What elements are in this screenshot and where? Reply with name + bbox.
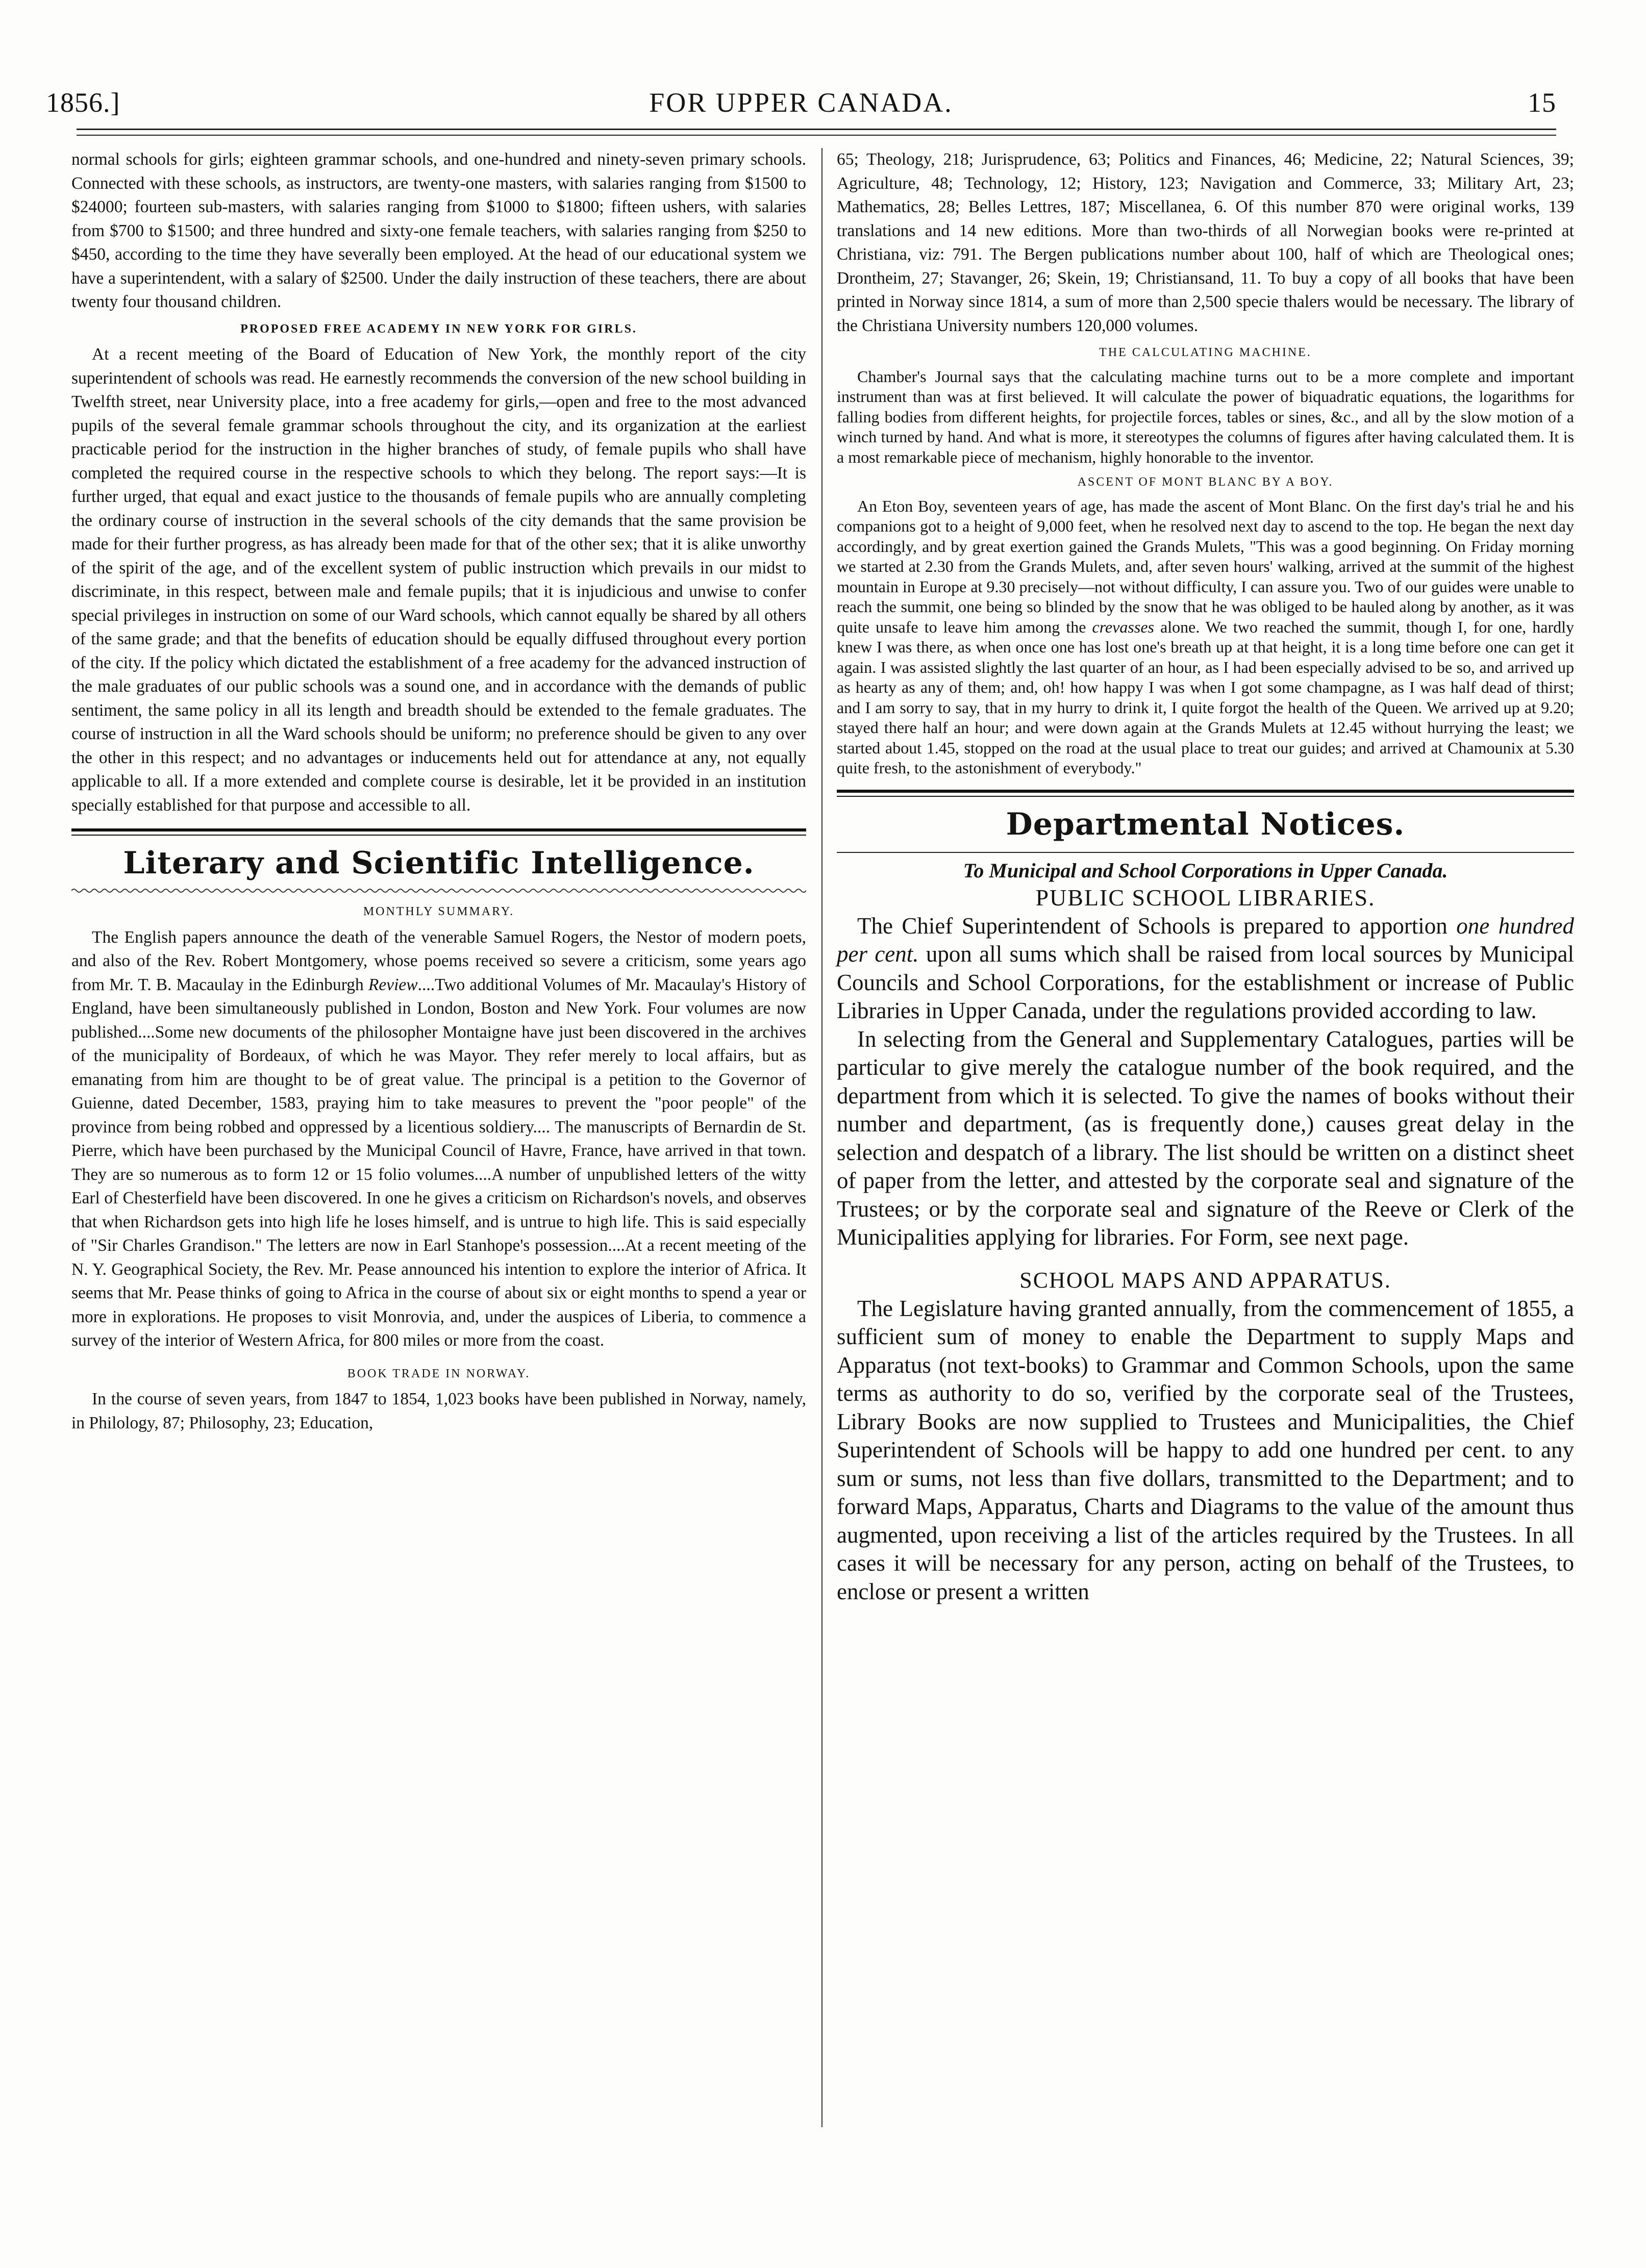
section-rule — [71, 828, 806, 836]
wavy-rule — [71, 888, 806, 894]
paragraph-calculating-machine: Chamber's Journal says that the calculating machine turns out to be a more complete and important instrument than was at first believed. It will calculate the power of biquadratic equations, the logarithms for falling bodies from different heights, for projectile forces, tables or sines, &c., and all by the slow motion of a winch turned by hand. And what is more, it stereotypes the columns of figures after having calculated them. It is a most remarkable piece of mechanism, highly honorable to the inventor. — [837, 367, 1574, 466]
paragraph-book-trade-cont: 65; Theology, 218; Jurisprudence, 63; Politics and Finances, 46; Medicine, 22; Natural Sciences, 39; Agriculture, 48; Technology, 12; History, 123; Navigation and Commerce, 33; Military Art, 23; Mathematics, 28; Belles Lettres, 187; Miscellanea, 6. Of this number 870 were original works, 139 translations and 14 new editions. More than two-thirds of all Norwegian books were re-printed at Christiana, viz: 791. The Bergen publications number about 100, half of which are Theological ones; Drontheim, 27; Stavanger, 26; Skein, 19; Christiansand, 11. To buy a copy of all books that have been printed in Norway since 1814, a sum of more than 2,500 specie thalers would be necessary. The library of the Christiana University numbers 120,000 volumes. — [837, 150, 1574, 335]
departmental-subtitle: To Municipal and School Corporations in Upper Canada. — [963, 859, 1448, 882]
mont-blanc-text-1: An Eton Boy, seventeen years of age, has made the ascent of Mont Blanc. On the first day's trial he and his companions got to a height of 9,000 feet, when he resolved next day to ascend to the top. He began the next day accordingly, and by great exertion gained the Grands Mulets, "This was a good beginning. On Friday morning we started at 2.30 from the Grands Mulets, and, after seven hours' walking, arrived at the summit of the highest mountain in Europe at 9.30 precisely—not without difficulty, I can assure you. Two of our guides were unable to reach the summit, one being so blinded by the snow that he was obliged to be hauled along by another, as it was quite unsafe to leave him among the — [837, 496, 1574, 636]
paragraph-mont-blanc — [837, 496, 1574, 778]
departmental-rule — [837, 852, 1574, 853]
mont-blanc-text-2: alone. We two reached the summit, though I, for one, hardly knew I was there, as when once one has lost one's breath up at that height, it is a long time before one can get it again. I was assisted slightly the last quarter of an hour, as I had been especially advised to be so, and arrived up as hearty as any of them; and, oh! how happy I was when I got some champagne, as I was half dead of thirst; and I am sorry to say, that in my hurry to drink it, I quite forgot the health of the Queen. We arrived up at 9.20; stayed there half an hour; and were down again at the Grands Mulets at 12.45 without hurrying the least; we started about 1.45, stopped on the road at the usual place to treat our guides; and arrived at Chamounix at 5.30 quite fresh, to the astonishment of everybody." — [837, 617, 1575, 777]
public-school-libraries-title: PUBLIC SCHOOL LIBRARIES. — [1035, 884, 1376, 911]
paragraph-monthly-summary — [71, 926, 806, 1353]
section-rule-departmental — [837, 790, 1574, 797]
school-maps-title: SCHOOL MAPS AND APPARATUS. — [1019, 1267, 1391, 1293]
monthly-text-2: ....Two additional Volumes of Mr. Macaulay's History of England, have been simultaneously published in London, Boston and New York. Four volumes are now published....Some new documents of the philosopher Montaigne have just been discovered in the archives of the municipality of Bordeaux, of which he was Mayor. They refer merely to local affairs, but as emanating from him are thought to be of great value. The principal is a petition to the Governor of Guienne, dated December, 1583, praying him to take measures to prevent the "poor people" of the province from being robbed and oppressed by a licentious soldiery.... The manuscripts of Bernardin de St. Pierre, which have been purchased by the Municipal Council of Havre, France, have arrived in that town. They are so numerous as to form 12 or 15 folio volumes....A number of unpublished letters of the witty Earl of Chesterfield have been discovered. In one he gives a criticism on Richardson's novels, and observes that when Richardson gets into high life he loses himself, and is untrue to high life. This is said especially of "Sir Charles Grandison." The letters are now in Earl Stanhope's possession....At a recent meeting of the N. Y. Geographical Society, the Rev. Mr. Pease announced his intention to explore the interior of Africa. It seems that Mr. Pease thinks of going to Africa in the course of about six or eight months to spend a year or more in explorations. He proposes to visit Monrovia, and, under the auspices of Liberia, to commence a survey of the interior of Western Africa, for 800 miles or more from the coast. — [71, 975, 806, 1350]
page-header — [46, 87, 1556, 122]
heading-calculating-machine: THE CALCULATING MACHINE. — [1099, 346, 1312, 359]
left-column — [71, 148, 806, 1435]
monthly-review-italic: Review — [368, 975, 418, 994]
right-column — [837, 148, 1574, 1606]
paragraph-libraries-1 — [837, 912, 1574, 1025]
paragraph-libraries-2: In selecting from the General and Supplementary Catalogues, parties will be particular to give merely the catalogue number of the book required, and the department from which it is selected. To give the names of books without their number and department, (as is frequently done,) causes great delay in the selection and despatch of a library. The list should be written on a distinct sheet of paper from the letter, and attested by the corporate seal and signature of the Trustees; or by the corporate seal and signature of the Reeve or Clerk of the Municipalities applying for libraries. For Form, see next page. — [837, 1026, 1574, 1250]
header-title: FOR UPPER CANADA. — [649, 87, 953, 118]
section-title-literary: Literary and Scientific Intelligence. — [123, 845, 755, 881]
paragraph-free-academy: At a recent meeting of the Board of Education of New York, the monthly report of the city superintendent of schools was read. He earnestly recommends the conversion of the new school building in Twelfth street, near University place, into a free academy for girls,—open and free to the most advanced pupils of the several female grammar schools throughout the city, and its organization at the earliest practicable period for the instruction in the higher branches of study, of female pupils who shall have completed the required course in the respective schools to which they belong. The report says:—It is further urged, that equal and exact justice to the thousands of female pupils who are annually completing the ordinary course of instruction in the several schools of the city demands that the same provision be made for their further progress, as has already been made for that of the other sex; that it is alike unworthy of the spirit of the age, and of the excellent system of public instruction which prevails in our midst to discriminate, in this respect, between male and female pupils; that it is injudicious and unwise to confer special privileges in instruction on some of our Ward schools, which cannot equally be shared by all others of the same grade; and that the benefits of education should be equally diffused throughout every portion of the city. If the policy which dictated the establishment of a free academy for the advanced instruction of the male graduates of our public schools was a sound one, and in accordance with the demands of public sentiment, the same policy in all its length and breadth should be extended to the female graduates. The course of instruction in all the Ward schools should be uniform; no preference should be given to any over the other in this respect; and no advantages or inducements held out for attendance at any, not equally applicable to all. If a more extended and complete course is desirable, let it be provided in an institution specially established for that purpose and accessible to all. — [71, 345, 806, 815]
paragraph-book-trade: In the course of seven years, from 1847 to 1854, 1,023 books have been published in Norway, namely, in Philology, 87; Philosophy, 23; Education, — [71, 1390, 806, 1432]
mont-blanc-crevasses-italic: crevasses — [1092, 617, 1154, 636]
libraries-text-1b: upon all sums which shall be raised from local sources by Municipal Councils and School Corporations, for the establishment or increase of Public Libraries in Upper Canada, under the regulations provided according to law. — [837, 941, 1575, 1023]
column-divider — [821, 148, 822, 2127]
header-year: 1856.] — [46, 87, 120, 118]
heading-monthly-summary: MONTHLY SUMMARY. — [363, 905, 515, 918]
paragraph-school-maps: The Legislature having granted annually, from the commencement of 1855, a sufficient sum of money to enable the Department to supply Maps and Apparatus (not text-books) to Grammar and Common Schools, upon the same terms as authority to do so, verified by the corporate seal of the Trustees, Library Books are now supplied to Trustees and Municipalities, the Chief Superintendent of Schools will be happy to add one hundred per cent. to any sum or sums, not less than five dollars, transmitted to the Department; and to forward Maps, Apparatus, Charts and Diagrams to the value of the amount thus augmented, upon receiving a list of the articles required by the Trustees. In all cases it will be necessary for any person, acting on behalf of the Trustees, to enclose or present a written — [837, 1295, 1574, 1604]
heading-mont-blanc: ASCENT OF MONT BLANC BY A BOY. — [1077, 475, 1334, 489]
libraries-italic: one hundred per cent. — [837, 913, 1574, 967]
section-title-departmental: Departmental Notices. — [1006, 806, 1405, 842]
heading-free-academy: PROPOSED FREE ACADEMY IN NEW YORK FOR GIRLS. — [240, 322, 637, 336]
page-number: 15 — [1528, 87, 1556, 118]
heading-book-trade: BOOK TRADE IN NORWAY. — [347, 1367, 531, 1380]
paragraph-schools: normal schools for girls; eighteen grammar schools, and one-hundred and ninety-seven primary schools. Connected with these schools, as instructors, are twenty-one masters, with salaries ranging from $1500 to $24000; fourteen sub-masters, with salaries ranging from $1000 to $1800; fifteen ushers, with salaries from $700 to $1500; and three hundred and sixty-one female teachers, with salaries ranging from $250 to $450, according to the time they have severally been employed. At the head of our educational system we have a superintendent, with a salary of $2500. Under the daily instruction of these teachers, there are about twenty four thousand children. — [71, 150, 806, 311]
libraries-text-1a: The Chief Superintendent of Schools is prepared to apportion — [857, 913, 1457, 939]
monthly-text-1: The English papers announce the death of the venerable Samuel Rogers, the Nestor of modern poets, and also of the Rev. Robert Montgomery, whose poems received so severe a criticism, some years ago from Mr. T. B. Macaulay in the Edinburgh — [71, 927, 806, 994]
header-rule — [77, 129, 1556, 136]
